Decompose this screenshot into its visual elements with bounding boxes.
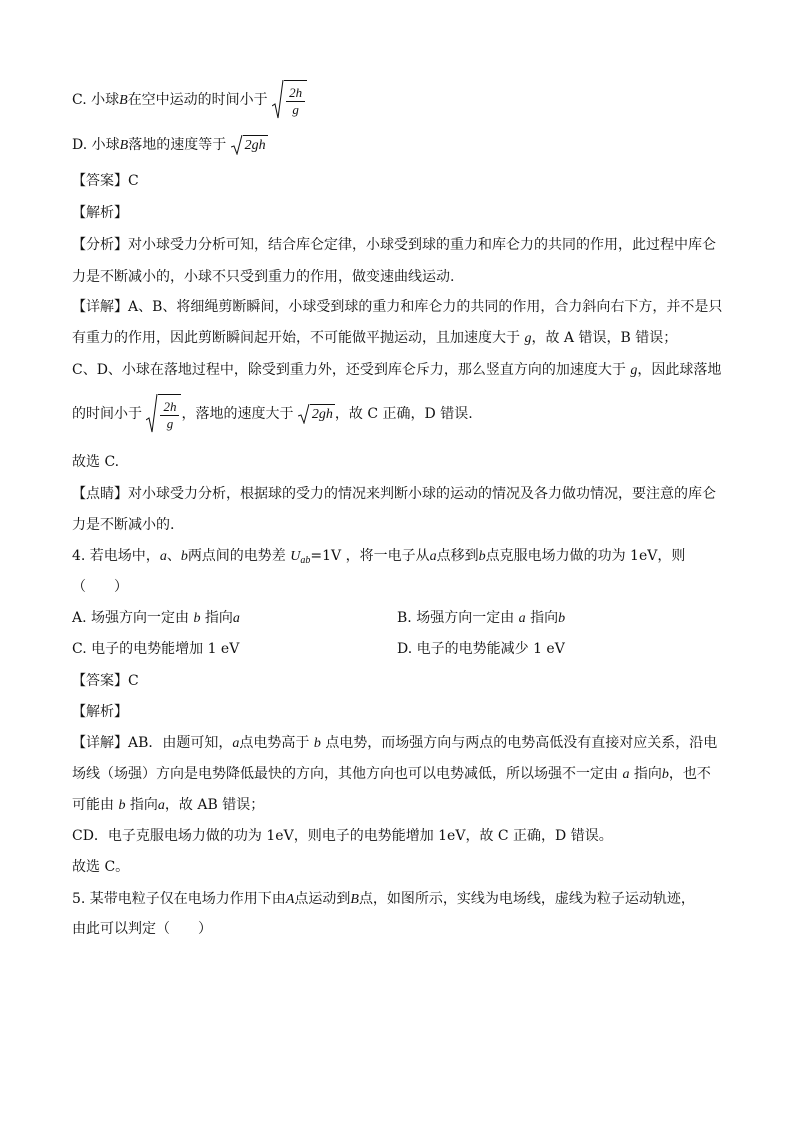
text: D. 小球 (72, 137, 120, 153)
sqrt-2h-over-g: $\frac{2h}{g}$ (146, 394, 181, 434)
xiangjie-line-2: 有重力的作用，因此剪断瞬间起开始，不可能做平抛运动，且加速度大于 g，故 A 错误，B 错误； (72, 330, 678, 346)
ab-line-3: 可能由 b 指向a，故 AB 错误； (72, 797, 265, 813)
cd-explain-line: CD．电子克服电场力做的功为 1eV，则电子的电势能增加 1eV，故 C 正确，D 错误。 (72, 828, 613, 844)
ab-line-2: 场线（场强）方向是电势降低最快的方向，其他方向也可以电势减低，所以场强不一定由 a 指向b，也不 (72, 766, 711, 782)
var-B: B (119, 138, 129, 153)
answer-label-2: 【答案】C (72, 673, 139, 689)
q4-option-b: B. 场强方向一定由 a 指向b (397, 610, 566, 626)
question-5-line-1: 5. 某带电粒子仅在电场力作用下由A点运动到B点，如图所示，实线为电场线，虚线为粒子运动轨迹， (72, 891, 695, 907)
cd-line-2: 的时间小于 $\frac{2h}{g}$ ，落地的速度大于 2gh ，故 C 正确，D 错误. (72, 394, 473, 434)
analysis-label-2: 【解析】 (72, 704, 128, 720)
question-4-line-2: （ ） (72, 579, 128, 595)
cd-line-1: C、D、小球在落地过程中，除受到重力外，还受到库仑斥力，那么竖直方向的加速度大于 g，因此球落地 (72, 362, 722, 378)
denominator: g (292, 101, 299, 117)
option-d-line (72, 135, 268, 156)
var-B: B (119, 93, 128, 108)
sqrt-2h-over-g (272, 80, 307, 120)
ab-line-1: 【详解】AB．由题可知，a点电势高于 b 点电势，而场强方向与两点的电势高低没有直接对应关系，沿电 (72, 735, 718, 751)
question-5-line-2: 由此可以判定（ ） (72, 921, 212, 937)
text: C. 小球 (72, 92, 120, 108)
question-4-line-1: 4. 若电场中，a、b两点间的电势差 $U_{ab}=1V$ ，将一电子从a点移到b点克服电场力做的功为 1eV，则 (72, 548, 686, 566)
fenxi-line-1: 【分析】对小球受力分析可知，结合库仑定律，小球受到球的重力和库仑力的共同的作用，此过程中库仑 (72, 237, 716, 253)
choose-line-2: 故选 C。 (72, 859, 130, 875)
sqrt-2gh: 2gh (298, 404, 335, 424)
choose-line-1: 故选 C. (72, 454, 120, 470)
sqrt-2gh: 2gh (231, 135, 268, 155)
analysis-label: 【解析】 (72, 205, 128, 221)
fenxi-line-2: 力是不断减小的，小球不只受到重力的作用，做变速曲线运动. (72, 269, 455, 285)
option-c-line (72, 80, 307, 120)
text: 落地的速度等于 (128, 137, 227, 153)
xiangjie-line-1: 【详解】A、B、将细绳剪断瞬间，小球受到球的重力和库仑力的共同的作用，合力斜向右下方，并不是只 (72, 299, 723, 315)
numerator: 2h (286, 85, 305, 102)
q4-option-d: D. 电子的电势能减少 1 eV (397, 641, 565, 657)
dianjing-line-2: 力是不断减小的. (72, 517, 175, 533)
dianjing-line-1: 【点睛】对小球受力分析，根据球的受力的情况来判断小球的运动的情况及各力做功情况，要注意的库仑 (72, 486, 716, 502)
q4-option-c: C. 电子的电势能增加 1 eV (72, 641, 240, 657)
text: 在空中运动的时间小于 (127, 92, 268, 108)
q4-option-a: A. 场强方向一定由 b 指向a (72, 610, 240, 626)
answer-label: 【答案】C (72, 173, 139, 189)
